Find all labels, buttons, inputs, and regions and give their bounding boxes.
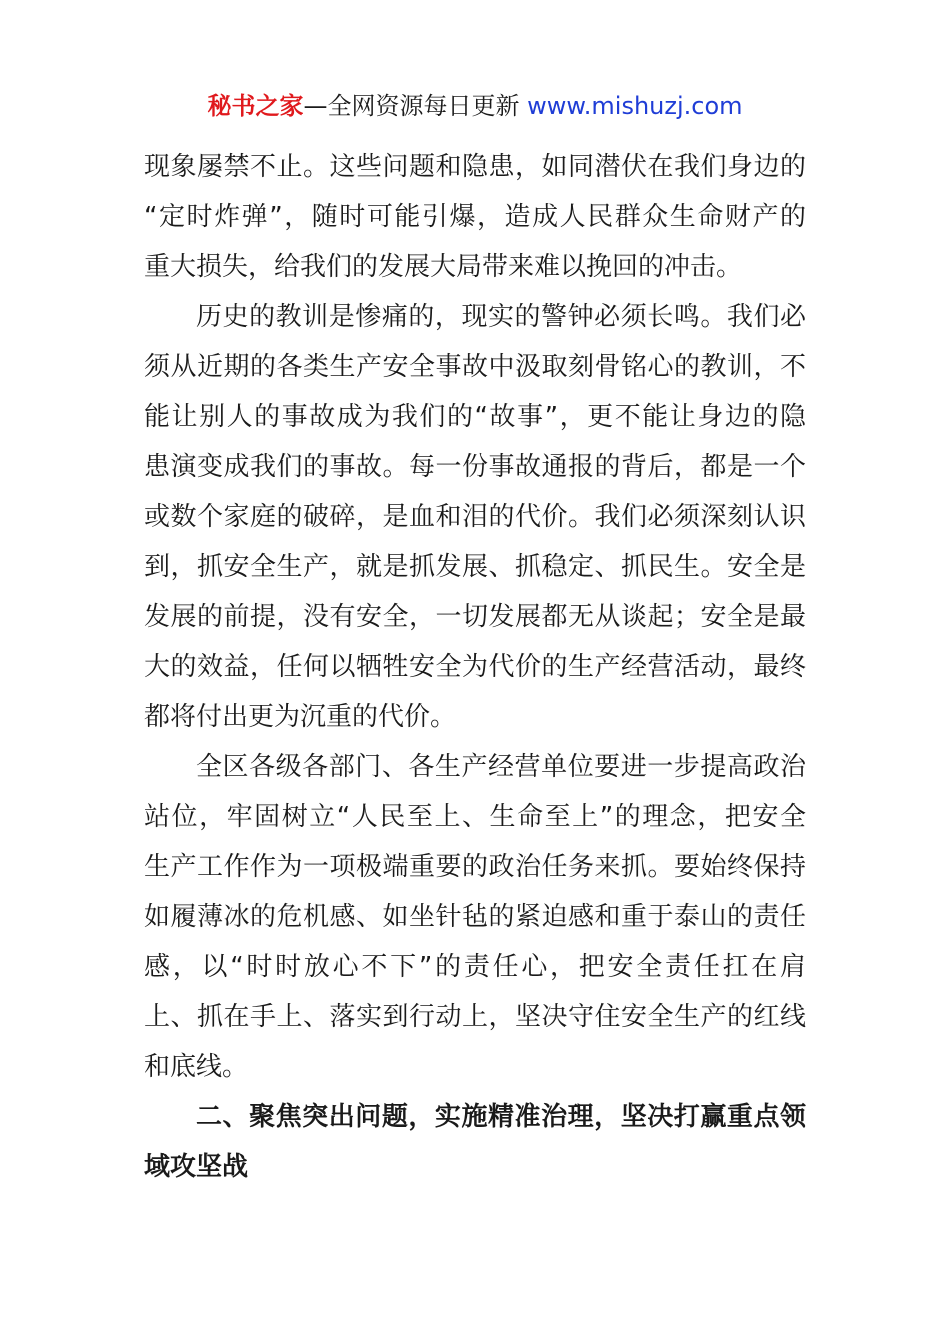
text-line: 发展的前提，没有安全，一切发展都无从谈起；安全是最 bbox=[144, 602, 806, 632]
paragraph bbox=[144, 292, 806, 742]
text-line: “定时炸弹”，随时可能引爆，造成人民群众生命财产的 bbox=[144, 202, 806, 232]
text-line: 到，抓安全生产，就是抓发展、抓稳定、抓民生。安全是 bbox=[144, 552, 806, 582]
text-line: 如履薄冰的危机感、如坐针毡的紧迫感和重于泰山的责任 bbox=[144, 902, 806, 932]
site-url[interactable]: www.mishuzj.com bbox=[527, 92, 743, 120]
text-line: 须从近期的各类生产安全事故中汲取刻骨铭心的教训，不 bbox=[144, 352, 806, 382]
text-line: 站位，牢固树立“人民至上、生命至上”的理念，把安全 bbox=[144, 802, 806, 832]
text-line: 生产工作作为一项极端重要的政治任务来抓。要始终保持 bbox=[144, 852, 806, 882]
text-line: 患演变成我们的事故。每一份事故通报的背后，都是一个 bbox=[144, 452, 806, 482]
text-line: 和底线。 bbox=[144, 1052, 249, 1082]
text-line: 能让别人的事故成为我们的“故事”，更不能让身边的隐 bbox=[144, 402, 806, 432]
text-line: 二、聚焦突出问题，实施精准治理，坚决打赢重点领 bbox=[196, 1102, 806, 1132]
text-line: 都将付出更为沉重的代价。 bbox=[144, 702, 457, 732]
site-brand: 秘书之家 bbox=[207, 92, 304, 120]
text-line: 感，以“时时放心不下”的责任心，把安全责任扛在肩 bbox=[144, 952, 806, 982]
paragraph bbox=[144, 742, 806, 1092]
text-line: 历史的教训是惨痛的，现实的警钟必须长鸣。我们必 bbox=[196, 302, 806, 332]
text-line: 域攻坚战 bbox=[144, 1152, 249, 1182]
document-body bbox=[144, 142, 806, 1192]
site-tagline: —全网资源每日更新 bbox=[303, 92, 528, 120]
text-line: 全区各级各部门、各生产经营单位要进一步提高政治 bbox=[196, 752, 806, 782]
text-line: 现象屡禁不止。这些问题和隐患，如同潜伏在我们身边的 bbox=[144, 152, 806, 182]
text-line: 上、抓在手上、落实到行动上，坚决守住安全生产的红线 bbox=[144, 1002, 806, 1032]
text-line: 重大损失，给我们的发展大局带来难以挽回的冲击。 bbox=[144, 252, 743, 282]
page-header bbox=[0, 86, 950, 126]
text-line: 或数个家庭的破碎，是血和泪的代价。我们必须深刻认识 bbox=[144, 502, 806, 532]
paragraph bbox=[144, 142, 806, 292]
section-heading bbox=[144, 1092, 806, 1192]
text-line: 大的效益，任何以牺牲安全为代价的生产经营活动，最终 bbox=[144, 652, 806, 682]
